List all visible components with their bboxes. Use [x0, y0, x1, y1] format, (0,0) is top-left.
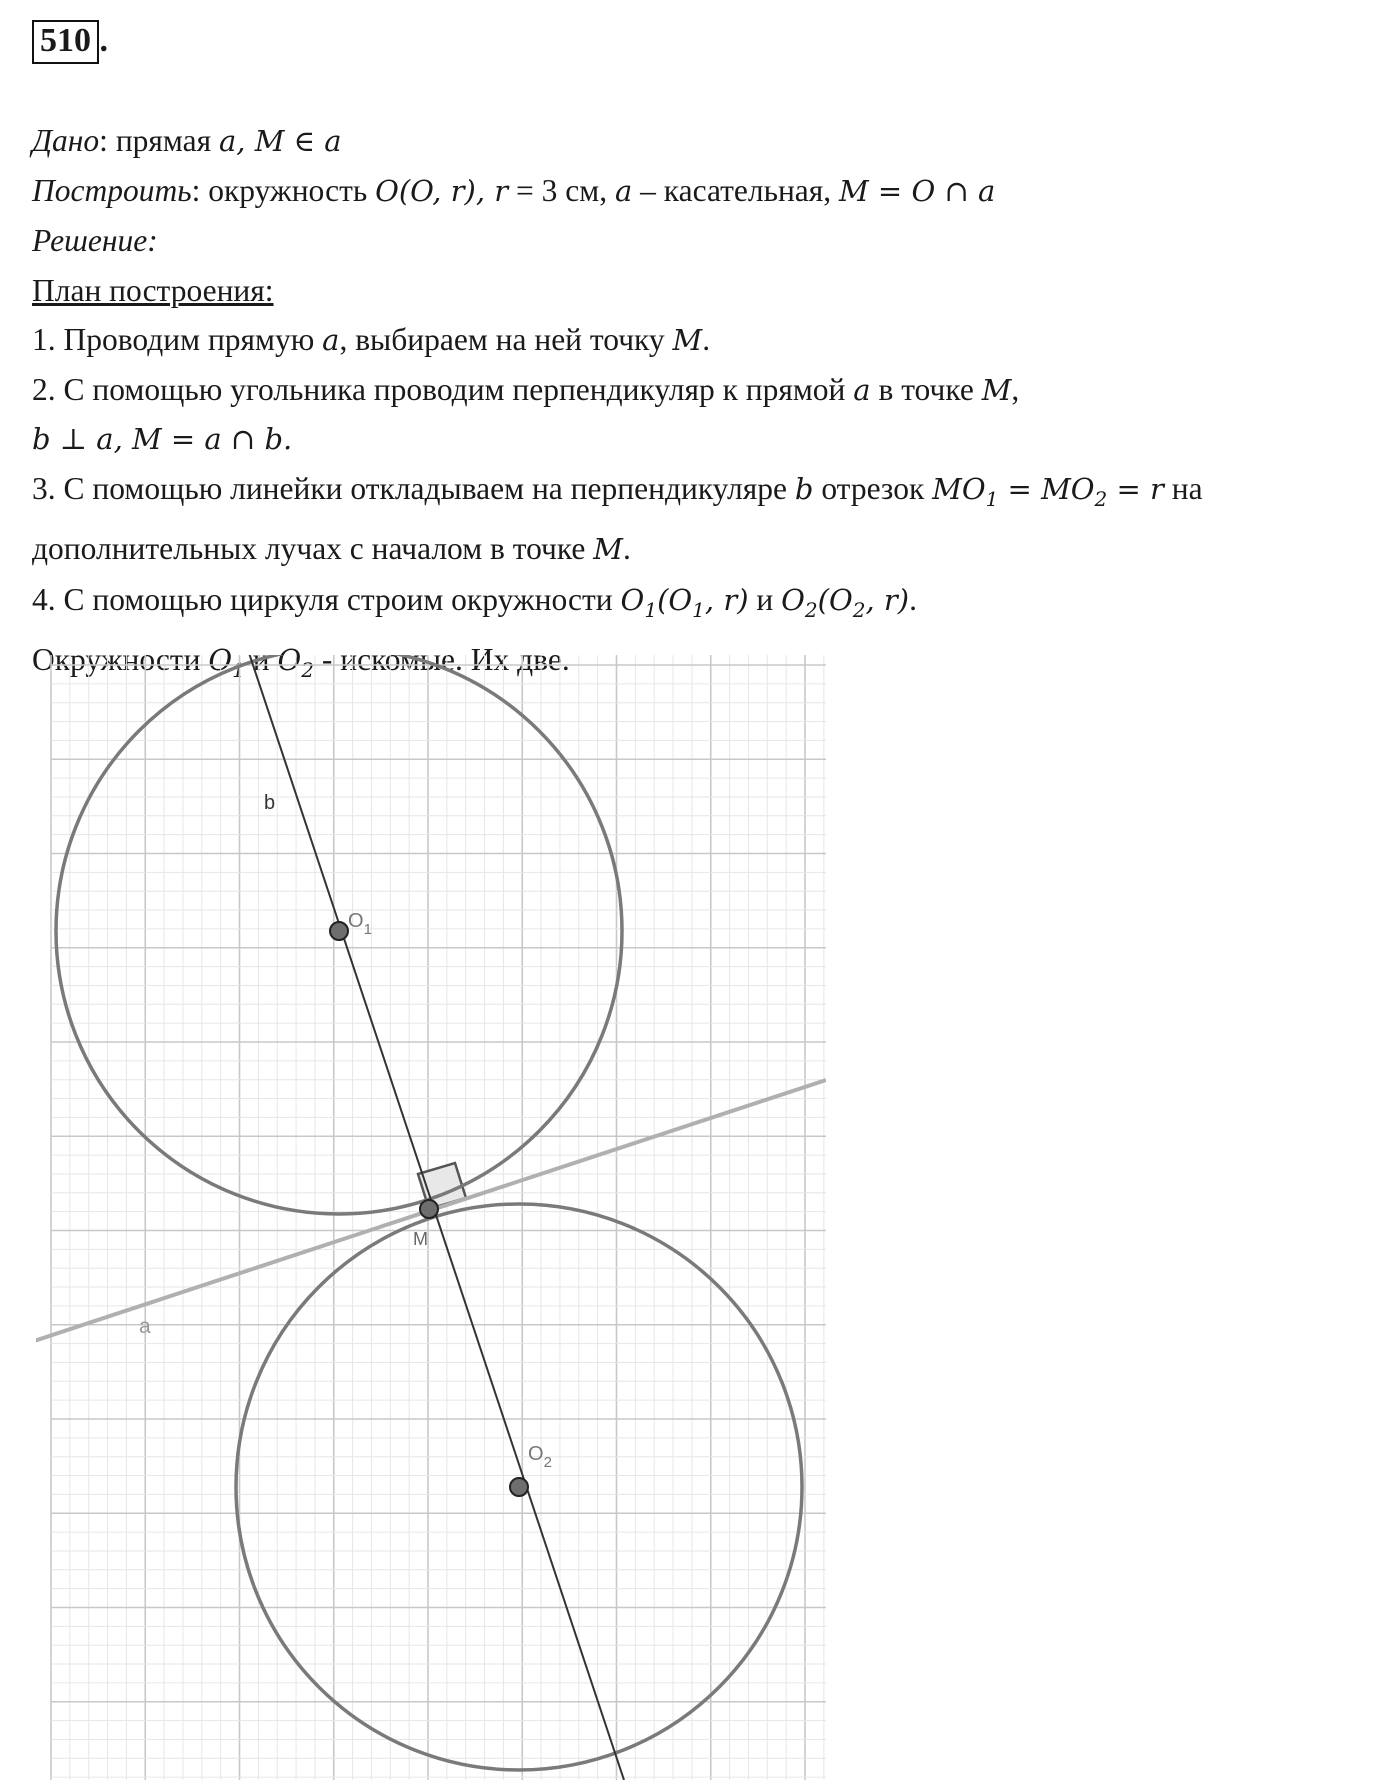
step-4-s2a: 2	[804, 597, 818, 622]
step-3-math1: b	[794, 472, 814, 507]
label-o1	[348, 910, 372, 938]
step-2-math1: a	[853, 373, 871, 408]
conclusion-text1: Окружности	[32, 641, 209, 677]
label-o2-main: O	[528, 1443, 544, 1465]
step-2-cont: b ⊥ a, M = a ∩ b.	[32, 422, 293, 457]
step-4-m1b: (O	[657, 582, 693, 617]
problem-number-suffix: .	[99, 22, 108, 59]
conclusion-text2: и	[244, 641, 278, 677]
step-2-text1: 2. С помощью угольника проводим перпендикуляр к прямой	[32, 372, 854, 408]
step-2-text3: ,	[1011, 372, 1020, 408]
construct-label: Построить	[32, 173, 192, 209]
label-o2-sub: 2	[543, 1454, 552, 1471]
step-1-math1: a	[322, 322, 340, 357]
step-4	[32, 575, 1372, 635]
label-b: b	[264, 792, 276, 814]
construct-text3: – касательная,	[632, 173, 840, 209]
step-4-m2c: , r)	[865, 582, 910, 617]
construct-math3: M = O ∩ a	[839, 174, 996, 209]
step-4-circle2	[781, 582, 910, 622]
given-line	[32, 116, 1372, 166]
construct-math2: a	[614, 174, 633, 209]
step-3-mo2: = MO	[998, 472, 1095, 507]
step-2-text2: в точке	[870, 372, 982, 408]
step-3-sub1: 1	[985, 487, 999, 512]
step-4-text2: и	[748, 581, 782, 617]
step-2-math2: M	[981, 373, 1012, 408]
conclusion-m1: O	[208, 642, 233, 677]
given-label: Дано	[32, 123, 100, 158]
problem-number	[32, 20, 108, 64]
step-1-text3: .	[702, 321, 711, 357]
step-4-s1a: 1	[644, 597, 658, 622]
conclusion-s1: 1	[232, 657, 245, 682]
step-4-s2b: 2	[852, 597, 866, 622]
construct-math1: O(O, r), r	[375, 174, 509, 209]
point-o1	[330, 922, 348, 940]
step-3-text2: отрезок	[813, 471, 933, 507]
step-4-m2a: O	[781, 582, 805, 617]
label-a: a	[139, 1315, 151, 1338]
step-1-text1: 1. Проводим прямую	[32, 321, 323, 357]
conclusion-m2: O	[277, 642, 302, 677]
plan-title: План построения:	[32, 272, 274, 308]
step-3-r: = r	[1107, 472, 1164, 507]
label-o2	[528, 1443, 552, 1471]
given-math: a, M ∈ a	[218, 124, 342, 158]
construction-figure	[36, 655, 826, 1780]
step-3-math2	[932, 472, 1164, 512]
step-4-text3: .	[909, 581, 917, 617]
step-2	[32, 365, 1372, 415]
solution-label: Решение:	[32, 223, 158, 259]
construct-colon: :	[191, 173, 201, 209]
step-1-text2: , выбираем на ней точку	[339, 321, 673, 357]
conclusion-text3: - искомые. Их две.	[314, 641, 570, 677]
step-3-text1: 3. С помощью линейки откладываем на перпендикуляре	[32, 471, 795, 507]
label-m: M	[413, 1229, 428, 1249]
step-3-cont2: .	[622, 531, 631, 567]
step-1	[32, 315, 1372, 365]
problem-text	[32, 116, 1372, 695]
step-4-m1c: , r)	[704, 582, 749, 617]
step-4-circle1	[620, 582, 749, 622]
step-4-text1: 4. С помощью циркуля строим окружности	[32, 581, 621, 617]
step-3-cont	[32, 524, 1372, 574]
construct-line	[32, 166, 1372, 216]
construction-svg	[36, 655, 826, 1780]
conclusion-s2: 2	[301, 657, 314, 682]
step-4-m2b: (O	[817, 582, 853, 617]
problem-number-value: 510	[40, 22, 91, 59]
step-4-m1a: O	[620, 582, 645, 617]
given-text: прямая	[107, 123, 219, 158]
step-3-text3: на	[1163, 471, 1203, 507]
point-m	[420, 1200, 438, 1218]
label-o1-sub: 1	[363, 921, 372, 938]
label-o1-main: O	[348, 910, 364, 932]
step-3-cont-math: M	[593, 532, 623, 567]
construct-text2: = 3 см,	[508, 173, 615, 209]
given-colon: :	[99, 123, 108, 158]
point-o2	[510, 1478, 528, 1496]
step-4-s1b: 1	[692, 597, 705, 622]
step-3-mo1: MO	[932, 472, 986, 507]
step-3	[32, 464, 1372, 524]
step-1-math2: M	[672, 322, 703, 357]
step-3-cont1: дополнительных лучах с началом в точке	[32, 531, 594, 567]
step-3-sub2: 2	[1094, 487, 1108, 512]
construct-text1: окружность	[200, 173, 376, 209]
